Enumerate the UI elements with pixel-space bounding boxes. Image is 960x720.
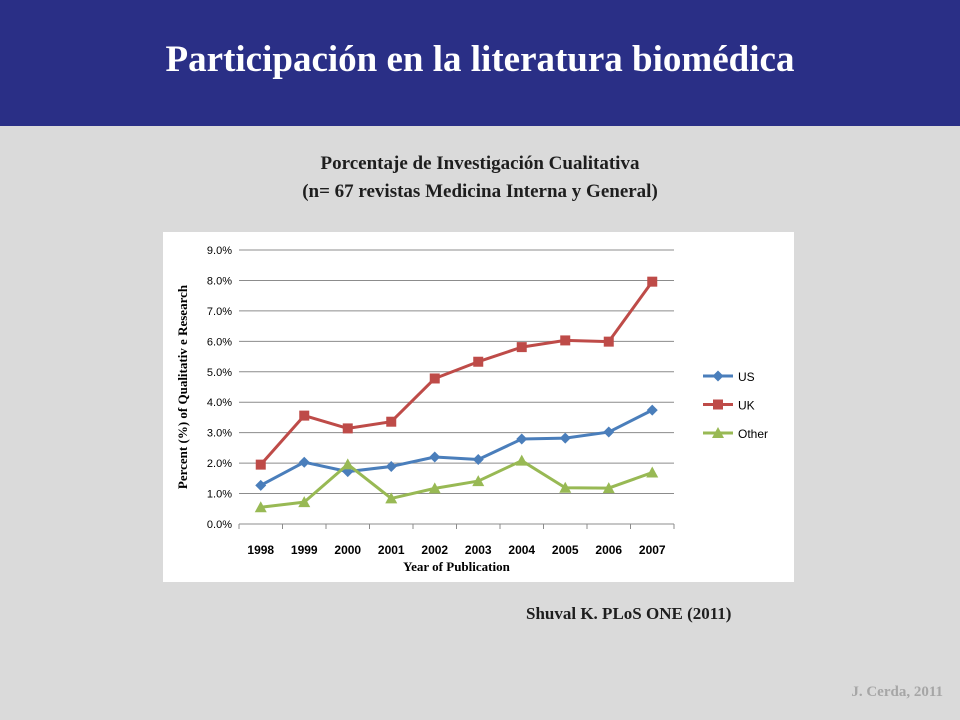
legend-label-uk: UK	[738, 398, 755, 413]
data-point-uk	[299, 411, 309, 421]
data-point-uk	[560, 335, 570, 345]
line-chart	[163, 232, 794, 582]
data-point-uk	[386, 417, 396, 427]
y-tick-label: 7.0%	[206, 305, 232, 318]
legend-label-us: US	[738, 370, 755, 384]
data-point-us	[255, 480, 266, 491]
data-point-us	[647, 405, 658, 416]
y-tick-label: 4.0%	[206, 397, 232, 410]
y-tick-label: 1.0%	[206, 488, 232, 501]
subtitle-line-2: (n= 67 revistas Medicina Interna y General)	[302, 181, 658, 202]
x-tick-label: 1999	[290, 543, 318, 557]
data-point-uk	[604, 337, 614, 347]
citation: Shuval K. PLoS ONE (2011)	[526, 604, 732, 623]
header-bar	[0, 0, 960, 126]
y-tick-label: 2.0%	[206, 458, 232, 471]
data-point-us	[386, 461, 397, 472]
data-point-uk	[430, 373, 440, 383]
x-tick-label: 2007	[638, 543, 666, 557]
data-point-uk	[343, 423, 353, 433]
data-point-other	[342, 458, 354, 469]
data-point-us	[516, 434, 527, 445]
data-point-us	[299, 457, 310, 468]
x-axis-title: Year of Publication	[403, 559, 510, 574]
chart-panel	[163, 232, 794, 582]
legend-marker-us	[713, 371, 724, 382]
series-line-other	[261, 461, 653, 508]
data-point-us	[603, 427, 614, 438]
y-tick-label: 0.0%	[206, 519, 232, 531]
data-point-uk	[647, 277, 657, 287]
chart-subtitle	[0, 150, 960, 206]
data-point-uk	[256, 460, 266, 470]
x-tick-label: 2006	[595, 543, 623, 557]
y-tick-label: 5.0%	[206, 366, 232, 379]
y-axis-title: Percent (%) of Qualitativ e Research	[175, 284, 190, 490]
data-point-uk	[517, 342, 527, 352]
y-tick-label: 3.0%	[206, 427, 232, 440]
data-point-other	[646, 467, 658, 478]
x-tick-label: 2005	[551, 543, 579, 557]
series-line-uk	[261, 282, 653, 465]
x-tick-label: 2003	[464, 543, 492, 557]
x-tick-label: 2001	[377, 543, 405, 557]
legend-marker-uk	[713, 400, 723, 410]
subtitle-line-1: Porcentaje de Investigación Cualitativa	[320, 153, 640, 174]
y-tick-label: 8.0%	[206, 275, 232, 288]
author-credit: J. Cerda, 2011	[851, 684, 943, 700]
x-tick-label: 1998	[247, 543, 275, 557]
x-tick-label: 2002	[421, 543, 449, 557]
y-tick-label: 6.0%	[206, 336, 232, 349]
x-tick-label: 2000	[334, 543, 362, 557]
y-tick-label: 9.0%	[206, 245, 232, 257]
data-point-other	[516, 455, 528, 466]
legend-label-other: Other	[738, 427, 769, 441]
slide-title: Participación en la literatura biomédica	[165, 39, 795, 80]
data-point-us	[429, 452, 440, 463]
data-point-uk	[473, 357, 483, 367]
data-point-us	[560, 433, 571, 444]
x-tick-label: 2004	[508, 543, 536, 557]
